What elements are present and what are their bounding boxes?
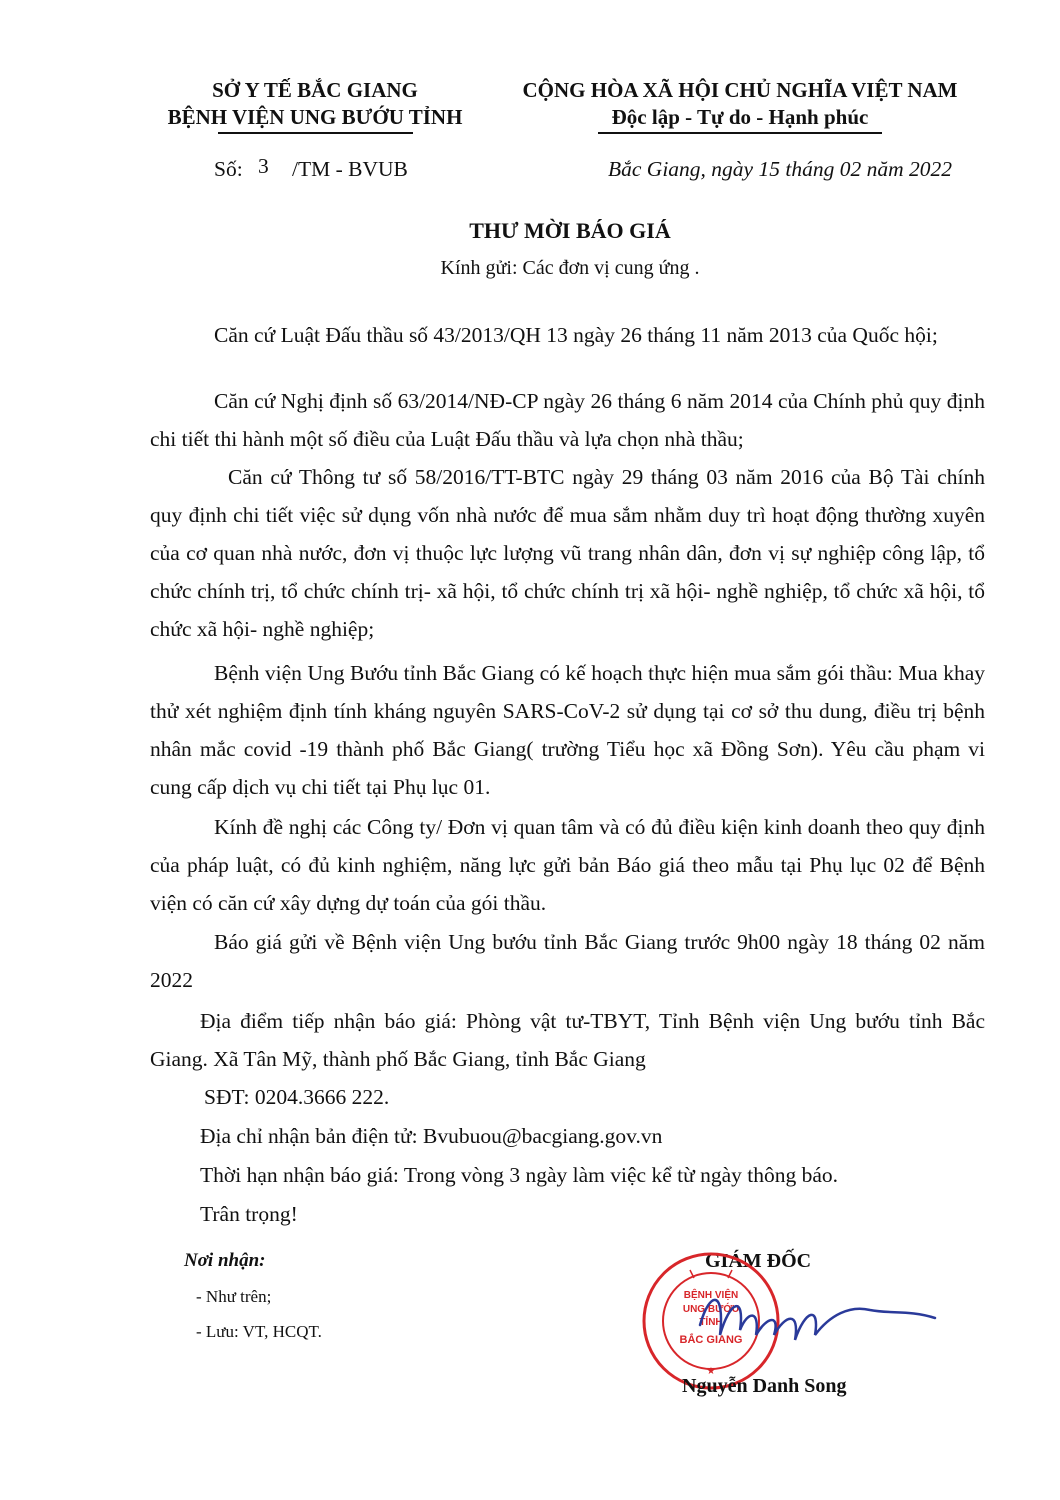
seal-text-top: BỆNH VIỆN [683, 1290, 739, 1301]
paragraph-deadline: Báo giá gửi về Bệnh viện Ung bướu tỉnh Bắc Giang trước 9h00 ngày 18 tháng 02 năm 2022 [150, 930, 985, 992]
seal-text-mid1: UNG BƯỚU [682, 1304, 740, 1315]
ref-prefix: Số: [214, 157, 243, 181]
nation-line1: CỘNG HÒA XÃ HỘI CHỦ NGHĨA VIỆT NAM [522, 78, 958, 102]
org-name-line2: BỆNH VIỆN UNG BƯỚU TỈNH [167, 105, 463, 129]
signer-title: GIÁM ĐỐC [705, 1250, 812, 1272]
paragraph-legal-basis-1: Căn cứ Luật Đấu thầu số 43/2013/QH 13 ngày 26 tháng 11 năm 2013 của Quốc hội; [214, 323, 938, 347]
motto-underline [598, 132, 882, 134]
org-name-line1: SỞ Y TẾ BẮC GIANG [212, 78, 418, 102]
paragraph-legal-basis-2: Căn cứ Nghị định số 63/2014/NĐ-CP ngày 26 tháng 6 năm 2014 của Chính phủ quy định chi tiết thi hành một số điều của Luật Đấu thầu và lựa chọn nhà thầu; [150, 389, 985, 451]
paragraph-legal-basis-3: Căn cứ Thông tư số 58/2016/TT-BTC ngày 29 tháng 03 năm 2016 của Bộ Tài chính quy định chi tiết việc sử dụng vốn nhà nước để mua sắm nhằm duy trì hoạt động thường xuyên của cơ quan nhà nước, đơn vị thuộc lực lượng vũ trang nhân dân, đơn vị sự nghiệp công lập, tổ chức chính trị, tổ chức chính trị- xã hội, tổ chức chính trị xã hội- nghề nghiệp, tổ chức xã hội, tổ chức xã hội- nghề nghiệp; [150, 465, 985, 641]
paragraph-location: Địa điểm tiếp nhận báo giá: Phòng vật tư-TBYT, Tỉnh Bệnh viện Ung bướu tỉnh Bắc Giang. Xã Tân Mỹ, thành phố Bắc Giang, tỉnh Bắc Giang [150, 1009, 985, 1071]
svg-text:★: ★ [706, 1366, 716, 1377]
paragraph-request: Kính đề nghị các Công ty/ Đơn vị quan tâm và có đủ điều kiện kinh doanh theo quy định của pháp luật, có đủ kinh nghiệm, năng lực gửi bản Báo giá theo mẫu tại Phụ lục 02 để Bệnh viện có căn cứ xây dựng dự toán của gói thầu. [150, 815, 985, 915]
org-underline [218, 132, 413, 134]
place-date: Bắc Giang, ngày 15 tháng 02 năm 2022 [608, 157, 952, 181]
deadline-line: Thời hạn nhận báo giá: Trong vòng 3 ngày làm việc kể từ ngày thông báo. [200, 1163, 839, 1187]
document-title: THƯ MỜI BÁO GIÁ [469, 218, 671, 243]
phone-line: SĐT: 0204.3666 222. [204, 1085, 390, 1109]
nation-motto: Độc lập - Tự do - Hạnh phúc [611, 105, 869, 129]
signer-name: Nguyễn Danh Song [682, 1375, 847, 1397]
recipient-line: Kính gửi: Các đơn vị cung ứng . [440, 257, 700, 279]
recipients-title: Nơi nhận: [184, 1250, 266, 1271]
ref-number: 3 [258, 154, 269, 178]
seal-text-mid2: TỈNH [699, 1317, 723, 1328]
email-line: Địa chỉ nhận bản điện tử: Bvubuou@bacgiang.gov.vn [200, 1124, 663, 1148]
recipient-item-2: - Lưu: VT, HCQT. [196, 1322, 322, 1341]
seal-text-bottom: BẮC GIANG [679, 1334, 743, 1346]
signature-icon [690, 1280, 940, 1360]
paragraph-plan: Bệnh viện Ung Bướu tỉnh Bắc Giang có kế hoạch thực hiện mua sắm gói thầu: Mua khay thử xét nghiệm định tính kháng nguyên SARS-CoV-2 sử dụng tại cơ sở thu dung, điều trị bệnh nhân mắc covid -19 thành phố Bắc Giang( trường Tiểu học xã Đồng Sơn). Yêu cầu phạm vi cung cấp dịch vụ chi tiết tại Phụ lục 01. [150, 661, 985, 799]
ref-code: /TM - BVUB [292, 157, 408, 181]
recipient-item-1: - Như trên; [196, 1287, 272, 1306]
closing-line: Trân trọng! [200, 1202, 298, 1226]
